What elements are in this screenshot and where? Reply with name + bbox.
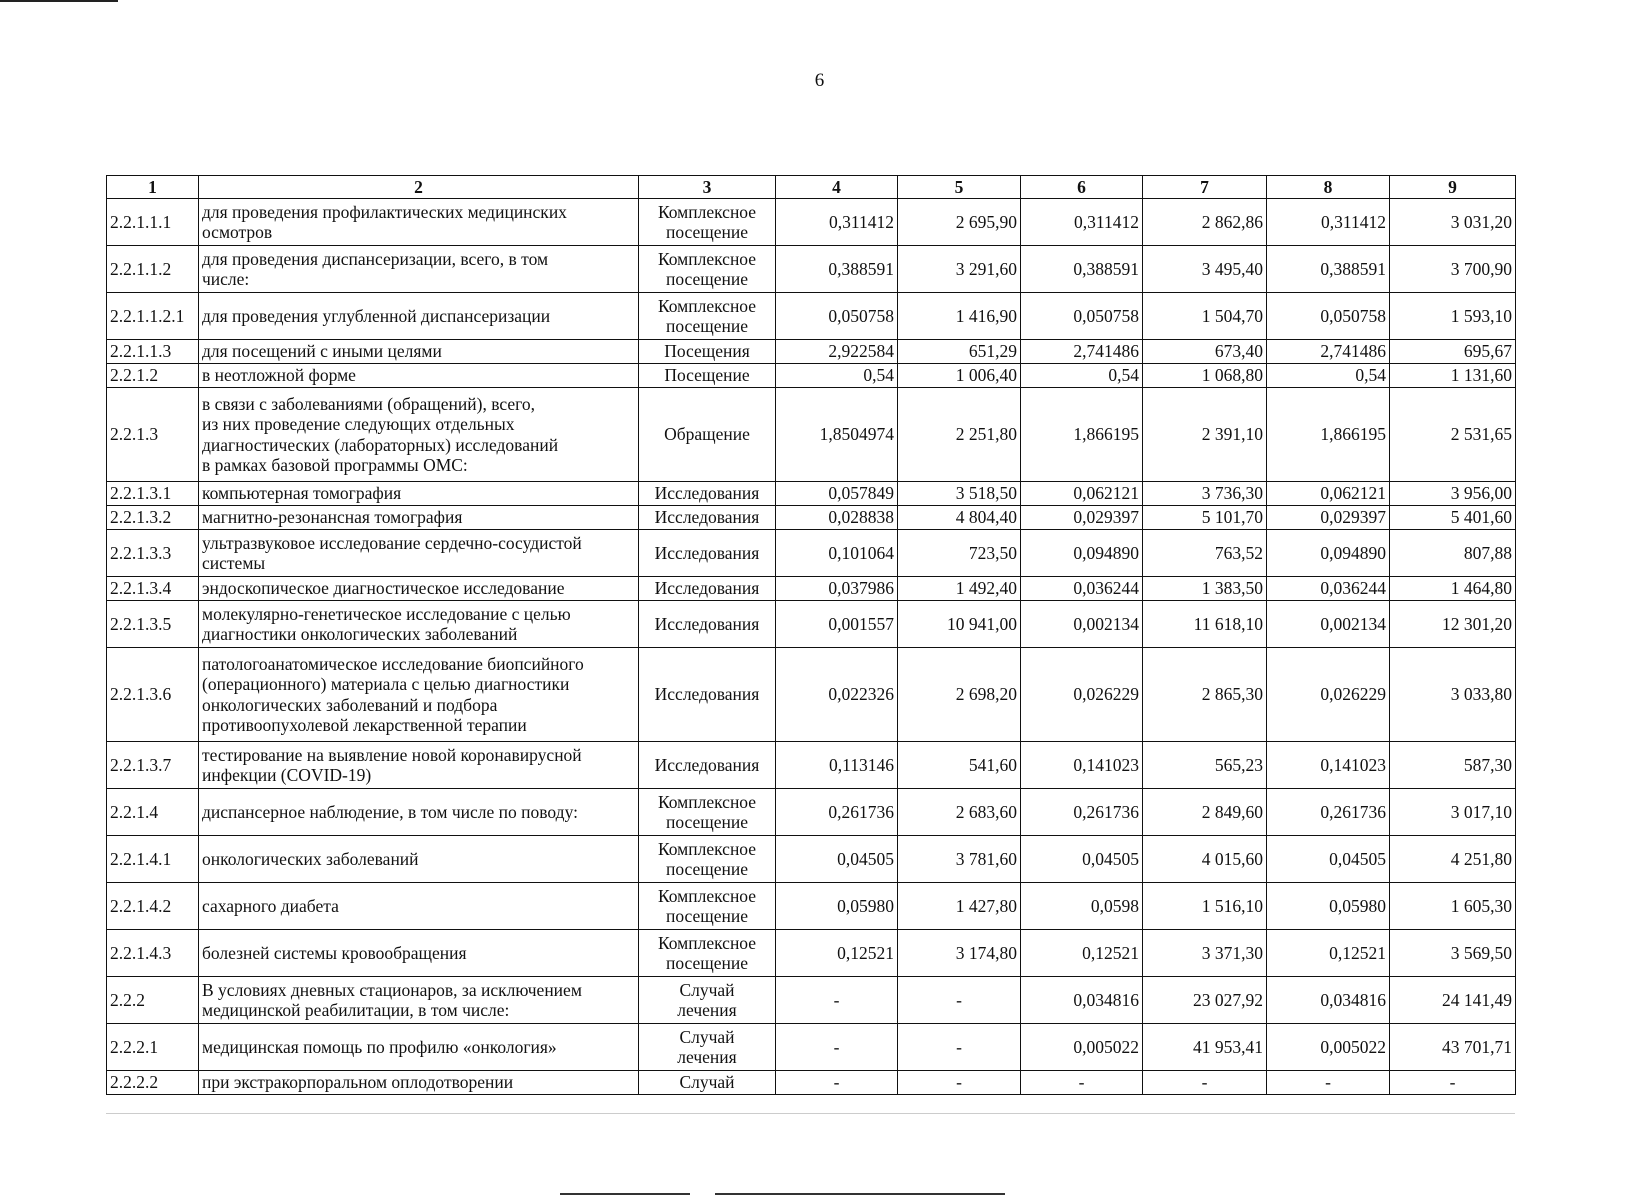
row-value-7: 4 015,60 xyxy=(1143,836,1267,883)
row-value-4: 0,001557 xyxy=(776,601,898,648)
table-row xyxy=(107,199,1516,246)
row-unit: Случай лечения xyxy=(639,977,776,1024)
column-header: 9 xyxy=(1390,176,1516,199)
row-value-8: 0,062121 xyxy=(1267,482,1390,506)
scan-mark xyxy=(560,1193,690,1195)
row-value-9: 695,67 xyxy=(1390,340,1516,364)
row-unit: Обращение xyxy=(639,388,776,482)
row-value-7: 3 495,40 xyxy=(1143,246,1267,293)
row-value-7: 1 383,50 xyxy=(1143,577,1267,601)
row-code: 2.2.1.4 xyxy=(107,789,199,836)
row-value-4: 0,101064 xyxy=(776,530,898,577)
row-value-8: 0,050758 xyxy=(1267,293,1390,340)
row-value-4: 0,388591 xyxy=(776,246,898,293)
table-row xyxy=(107,293,1516,340)
row-unit: Комплексное посещение xyxy=(639,836,776,883)
row-value-6: 0,0598 xyxy=(1021,883,1143,930)
row-value-5: 2 251,80 xyxy=(898,388,1021,482)
row-value-5: 2 695,90 xyxy=(898,199,1021,246)
row-name: для проведения профилактических медицинских осмотров xyxy=(199,199,639,246)
row-code: 2.2.1.2 xyxy=(107,364,199,388)
row-name: эндоскопическое диагностическое исследование xyxy=(199,577,639,601)
row-unit: Исследования xyxy=(639,530,776,577)
row-value-5: 3 781,60 xyxy=(898,836,1021,883)
table-row xyxy=(107,482,1516,506)
table-row xyxy=(107,742,1516,789)
row-value-5: 3 291,60 xyxy=(898,246,1021,293)
row-value-5: 1 492,40 xyxy=(898,577,1021,601)
row-name: для проведения углубленной диспансеризации xyxy=(199,293,639,340)
row-value-8: 1,866195 xyxy=(1267,388,1390,482)
row-code: 2.2.1.3 xyxy=(107,388,199,482)
row-value-8: 0,388591 xyxy=(1267,246,1390,293)
row-value-7: 2 862,86 xyxy=(1143,199,1267,246)
row-value-4: 0,113146 xyxy=(776,742,898,789)
row-unit: Посещения xyxy=(639,340,776,364)
row-code: 2.2.1.4.1 xyxy=(107,836,199,883)
tariff-table xyxy=(106,175,1516,1095)
bottom-rule xyxy=(106,1113,1515,1114)
row-value-8: 0,026229 xyxy=(1267,648,1390,742)
row-value-6: 0,050758 xyxy=(1021,293,1143,340)
row-value-8: 0,005022 xyxy=(1267,1024,1390,1071)
row-value-4: 1,8504974 xyxy=(776,388,898,482)
row-value-4: 2,922584 xyxy=(776,340,898,364)
row-name: магнитно-резонансная томография xyxy=(199,506,639,530)
row-value-4: 0,022326 xyxy=(776,648,898,742)
row-value-6: 0,062121 xyxy=(1021,482,1143,506)
row-value-4: 0,037986 xyxy=(776,577,898,601)
row-value-9: 1 464,80 xyxy=(1390,577,1516,601)
table-row xyxy=(107,506,1516,530)
row-value-7: 1 068,80 xyxy=(1143,364,1267,388)
scan-top-rule xyxy=(0,0,118,2)
row-value-9: 24 141,49 xyxy=(1390,977,1516,1024)
row-value-9: 3 031,20 xyxy=(1390,199,1516,246)
row-value-7: 2 391,10 xyxy=(1143,388,1267,482)
row-value-4: - xyxy=(776,977,898,1024)
row-value-6: 0,026229 xyxy=(1021,648,1143,742)
row-value-6: 0,54 xyxy=(1021,364,1143,388)
row-value-7: 3 736,30 xyxy=(1143,482,1267,506)
row-value-4: 0,04505 xyxy=(776,836,898,883)
table-row xyxy=(107,789,1516,836)
row-value-8: 0,54 xyxy=(1267,364,1390,388)
column-header: 5 xyxy=(898,176,1021,199)
row-value-9: 12 301,20 xyxy=(1390,601,1516,648)
column-header: 6 xyxy=(1021,176,1143,199)
row-code: 2.2.1.3.1 xyxy=(107,482,199,506)
row-code: 2.2.2 xyxy=(107,977,199,1024)
row-name: сахарного диабета xyxy=(199,883,639,930)
row-value-9: 43 701,71 xyxy=(1390,1024,1516,1071)
row-code: 2.2.1.3.7 xyxy=(107,742,199,789)
page-number: 6 xyxy=(814,70,825,91)
row-name: ультразвуковое исследование сердечно-сосудистой системы xyxy=(199,530,639,577)
row-value-6: 2,741486 xyxy=(1021,340,1143,364)
row-value-5: 541,60 xyxy=(898,742,1021,789)
row-value-6: 0,002134 xyxy=(1021,601,1143,648)
row-value-6: 0,141023 xyxy=(1021,742,1143,789)
row-value-8: 0,036244 xyxy=(1267,577,1390,601)
row-value-7: 41 953,41 xyxy=(1143,1024,1267,1071)
row-value-5: - xyxy=(898,977,1021,1024)
row-value-6: 0,094890 xyxy=(1021,530,1143,577)
row-unit: Исследования xyxy=(639,482,776,506)
table-row xyxy=(107,388,1516,482)
row-value-8: - xyxy=(1267,1071,1390,1095)
row-name: молекулярно-генетическое исследование с целью диагностики онкологических заболеваний xyxy=(199,601,639,648)
row-value-5: 4 804,40 xyxy=(898,506,1021,530)
row-code: 2.2.1.3.6 xyxy=(107,648,199,742)
row-name: болезней системы кровообращения xyxy=(199,930,639,977)
table-row xyxy=(107,836,1516,883)
row-code: 2.2.1.1.1 xyxy=(107,199,199,246)
row-value-7: 673,40 xyxy=(1143,340,1267,364)
column-header: 1 xyxy=(107,176,199,199)
row-value-6: 0,029397 xyxy=(1021,506,1143,530)
row-name: при экстракорпоральном оплодотворении xyxy=(199,1071,639,1095)
row-value-5: 723,50 xyxy=(898,530,1021,577)
row-code: 2.2.1.3.2 xyxy=(107,506,199,530)
row-code: 2.2.1.1.2 xyxy=(107,246,199,293)
row-value-6: 0,261736 xyxy=(1021,789,1143,836)
row-value-6: 0,04505 xyxy=(1021,836,1143,883)
row-name: онкологических заболеваний xyxy=(199,836,639,883)
row-unit: Исследования xyxy=(639,742,776,789)
column-header: 4 xyxy=(776,176,898,199)
row-value-8: 0,261736 xyxy=(1267,789,1390,836)
table-body xyxy=(107,199,1516,1095)
row-value-9: 1 131,60 xyxy=(1390,364,1516,388)
row-value-5: 1 416,90 xyxy=(898,293,1021,340)
row-value-9: 4 251,80 xyxy=(1390,836,1516,883)
row-value-8: 0,141023 xyxy=(1267,742,1390,789)
row-code: 2.2.1.1.3 xyxy=(107,340,199,364)
row-name: медицинская помощь по профилю «онкология» xyxy=(199,1024,639,1071)
row-name: для проведения диспансеризации, всего, в том числе: xyxy=(199,246,639,293)
row-value-5: 651,29 xyxy=(898,340,1021,364)
row-name: диспансерное наблюдение, в том числе по поводу: xyxy=(199,789,639,836)
row-value-4: 0,311412 xyxy=(776,199,898,246)
row-value-5: 2 683,60 xyxy=(898,789,1021,836)
row-value-4: - xyxy=(776,1024,898,1071)
row-value-7: 763,52 xyxy=(1143,530,1267,577)
scan-mark xyxy=(715,1193,1005,1195)
row-value-4: 0,05980 xyxy=(776,883,898,930)
row-unit: Посещение xyxy=(639,364,776,388)
row-value-7: 23 027,92 xyxy=(1143,977,1267,1024)
row-value-8: 0,094890 xyxy=(1267,530,1390,577)
row-value-6: 0,034816 xyxy=(1021,977,1143,1024)
table-row xyxy=(107,601,1516,648)
row-value-9: 3 033,80 xyxy=(1390,648,1516,742)
table-row xyxy=(107,530,1516,577)
row-value-5: 3 518,50 xyxy=(898,482,1021,506)
column-header: 2 xyxy=(199,176,639,199)
row-value-9: 587,30 xyxy=(1390,742,1516,789)
row-code: 2.2.1.4.3 xyxy=(107,930,199,977)
row-value-7: 11 618,10 xyxy=(1143,601,1267,648)
row-unit: Исследования xyxy=(639,648,776,742)
table-row xyxy=(107,340,1516,364)
row-code: 2.2.2.1 xyxy=(107,1024,199,1071)
row-value-5: 2 698,20 xyxy=(898,648,1021,742)
row-value-9: 3 956,00 xyxy=(1390,482,1516,506)
row-value-5: 1 427,80 xyxy=(898,883,1021,930)
row-value-5: - xyxy=(898,1071,1021,1095)
row-value-9: - xyxy=(1390,1071,1516,1095)
row-unit: Комплексное посещение xyxy=(639,199,776,246)
table-row xyxy=(107,930,1516,977)
row-value-6: 0,036244 xyxy=(1021,577,1143,601)
column-header: 8 xyxy=(1267,176,1390,199)
row-value-8: 0,05980 xyxy=(1267,883,1390,930)
row-value-4: 0,057849 xyxy=(776,482,898,506)
row-value-6: 0,388591 xyxy=(1021,246,1143,293)
row-value-7: 1 516,10 xyxy=(1143,883,1267,930)
table-row xyxy=(107,364,1516,388)
row-value-9: 807,88 xyxy=(1390,530,1516,577)
row-value-9: 2 531,65 xyxy=(1390,388,1516,482)
table-row xyxy=(107,1024,1516,1071)
row-value-7: 2 865,30 xyxy=(1143,648,1267,742)
row-value-8: 2,741486 xyxy=(1267,340,1390,364)
table-row xyxy=(107,577,1516,601)
row-value-8: 0,04505 xyxy=(1267,836,1390,883)
row-value-8: 0,12521 xyxy=(1267,930,1390,977)
row-value-9: 3 700,90 xyxy=(1390,246,1516,293)
row-value-9: 1 593,10 xyxy=(1390,293,1516,340)
row-unit: Исследования xyxy=(639,601,776,648)
row-name: тестирование на выявление новой коронавирусной инфекции (COVID-19) xyxy=(199,742,639,789)
table-row xyxy=(107,977,1516,1024)
row-value-8: 0,029397 xyxy=(1267,506,1390,530)
row-value-7: 565,23 xyxy=(1143,742,1267,789)
row-value-7: 2 849,60 xyxy=(1143,789,1267,836)
row-unit: Случай лечения xyxy=(639,1024,776,1071)
row-unit: Комплексное посещение xyxy=(639,246,776,293)
row-name: В условиях дневных стационаров, за исключением медицинской реабилитации, в том числе: xyxy=(199,977,639,1024)
row-value-5: 10 941,00 xyxy=(898,601,1021,648)
row-value-6: 0,311412 xyxy=(1021,199,1143,246)
row-value-4: - xyxy=(776,1071,898,1095)
row-code: 2.2.2.2 xyxy=(107,1071,199,1095)
row-value-4: 0,050758 xyxy=(776,293,898,340)
row-unit: Комплексное посещение xyxy=(639,930,776,977)
row-name: компьютерная томография xyxy=(199,482,639,506)
row-value-4: 0,261736 xyxy=(776,789,898,836)
row-value-6: 0,12521 xyxy=(1021,930,1143,977)
row-code: 2.2.1.4.2 xyxy=(107,883,199,930)
row-unit: Исследования xyxy=(639,577,776,601)
row-value-4: 0,54 xyxy=(776,364,898,388)
table-row xyxy=(107,883,1516,930)
row-value-7: 3 371,30 xyxy=(1143,930,1267,977)
column-header: 3 xyxy=(639,176,776,199)
row-unit: Случай xyxy=(639,1071,776,1095)
row-unit: Комплексное посещение xyxy=(639,293,776,340)
row-code: 2.2.1.1.2.1 xyxy=(107,293,199,340)
row-name: для посещений с иными целями xyxy=(199,340,639,364)
row-value-9: 1 605,30 xyxy=(1390,883,1516,930)
row-value-7: 5 101,70 xyxy=(1143,506,1267,530)
row-unit: Комплексное посещение xyxy=(639,883,776,930)
row-unit: Комплексное посещение xyxy=(639,789,776,836)
row-name: в неотложной форме xyxy=(199,364,639,388)
row-value-6: - xyxy=(1021,1071,1143,1095)
row-value-9: 5 401,60 xyxy=(1390,506,1516,530)
row-value-4: 0,028838 xyxy=(776,506,898,530)
row-value-5: 1 006,40 xyxy=(898,364,1021,388)
row-value-4: 0,12521 xyxy=(776,930,898,977)
row-value-9: 3 569,50 xyxy=(1390,930,1516,977)
header-row xyxy=(107,176,1516,199)
row-value-8: 0,002134 xyxy=(1267,601,1390,648)
row-code: 2.2.1.3.5 xyxy=(107,601,199,648)
row-code: 2.2.1.3.3 xyxy=(107,530,199,577)
row-value-8: 0,034816 xyxy=(1267,977,1390,1024)
row-value-5: - xyxy=(898,1024,1021,1071)
table-row xyxy=(107,648,1516,742)
row-value-8: 0,311412 xyxy=(1267,199,1390,246)
column-header: 7 xyxy=(1143,176,1267,199)
row-value-6: 1,866195 xyxy=(1021,388,1143,482)
row-value-9: 3 017,10 xyxy=(1390,789,1516,836)
row-unit: Исследования xyxy=(639,506,776,530)
row-name: патологоанатомическое исследование биопсийного (операционного) материала с целью диагностики онкологических заболеваний и подбора противоопухолевой лекарственной терапии xyxy=(199,648,639,742)
row-value-5: 3 174,80 xyxy=(898,930,1021,977)
row-value-6: 0,005022 xyxy=(1021,1024,1143,1071)
row-code: 2.2.1.3.4 xyxy=(107,577,199,601)
row-value-7: 1 504,70 xyxy=(1143,293,1267,340)
table-row xyxy=(107,246,1516,293)
row-value-7: - xyxy=(1143,1071,1267,1095)
row-name: в связи с заболеваниями (обращений), всего, из них проведение следующих отдельных диагностических (лабораторных) исследований в рамках базовой программы ОМС: xyxy=(199,388,639,482)
table-row xyxy=(107,1071,1516,1095)
